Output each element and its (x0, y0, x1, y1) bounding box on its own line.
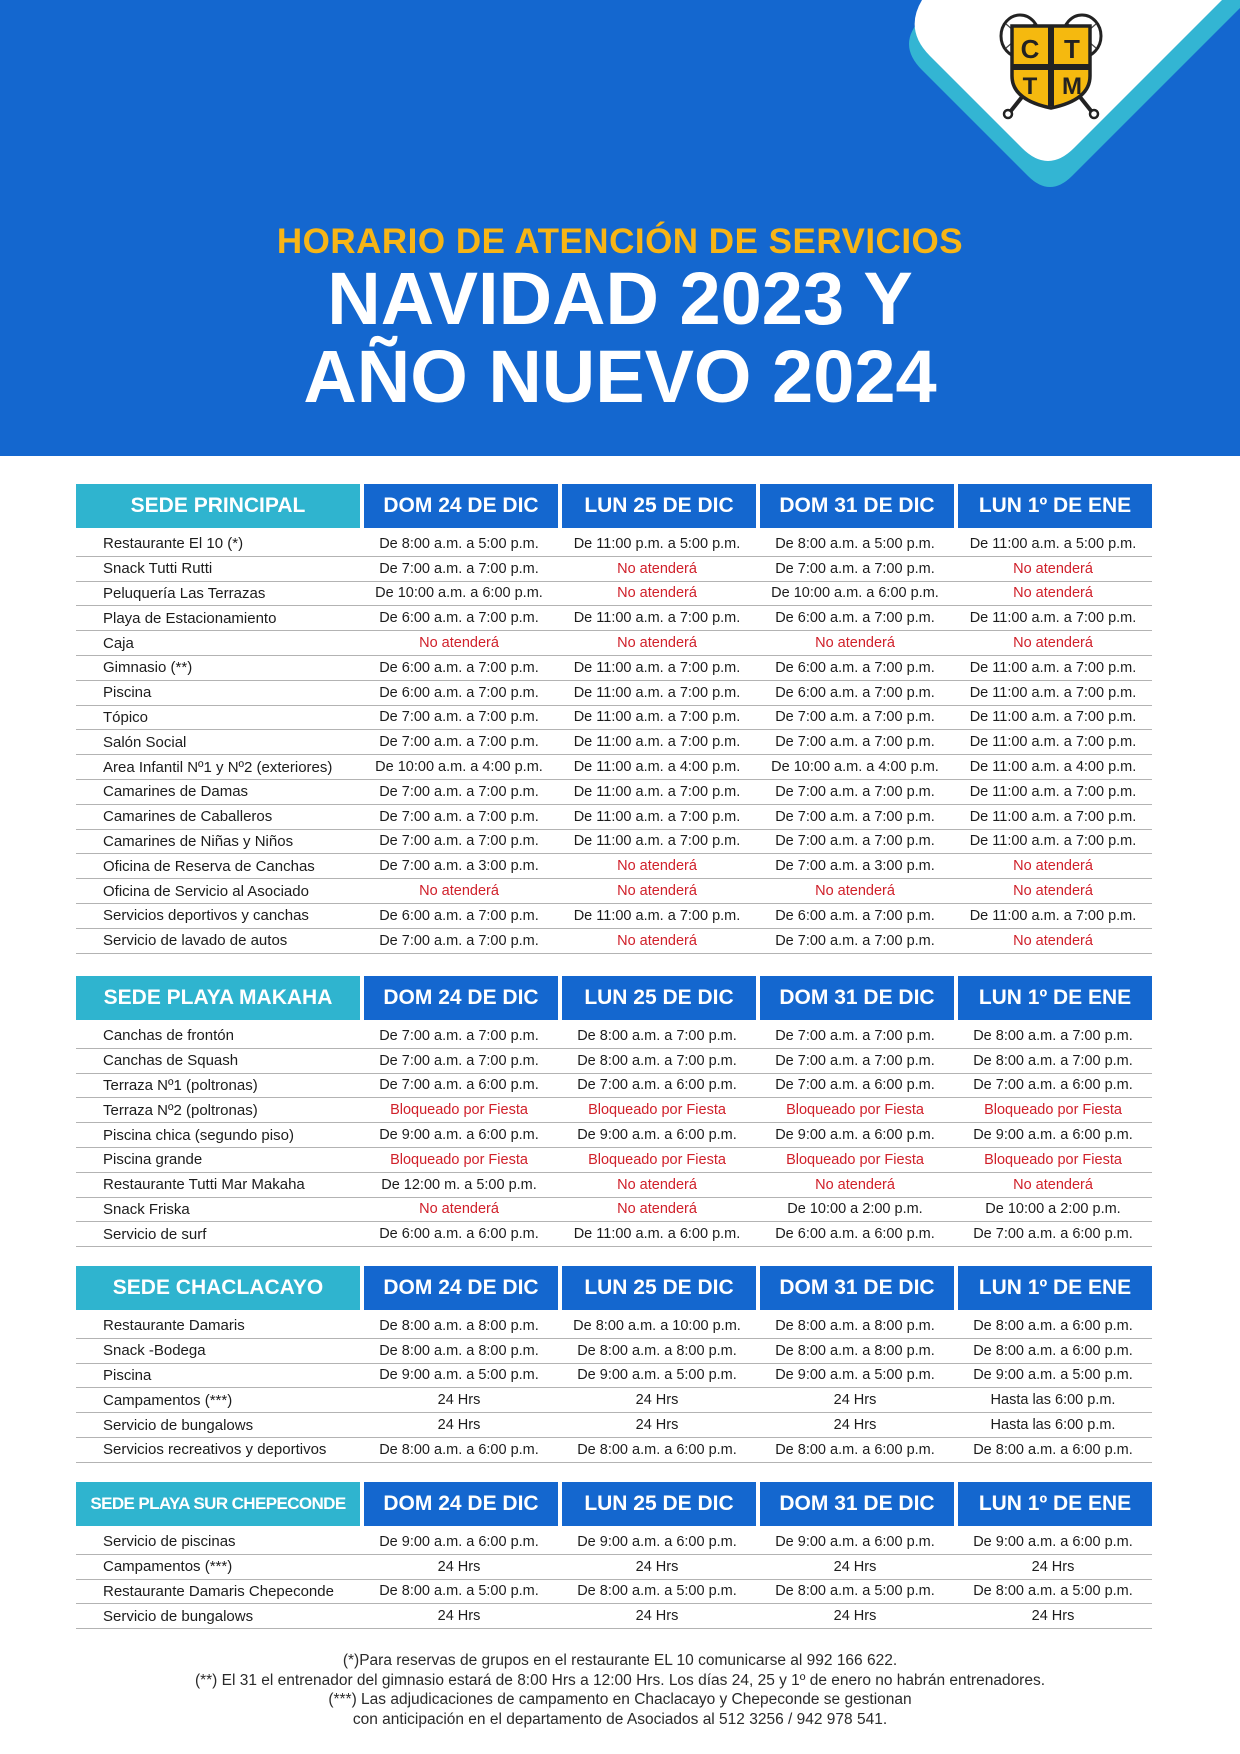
service-name: Piscina (76, 681, 360, 706)
service-hours: De 8:00 a.m. a 5:00 p.m. (954, 1580, 1152, 1605)
service-hours: De 7:00 a.m. a 7:00 p.m. (756, 805, 954, 830)
service-hours: De 11:00 a.m. a 7:00 p.m. (954, 780, 1152, 805)
service-hours: De 12:00 m. a 5:00 p.m. (360, 1173, 558, 1198)
service-hours: De 9:00 a.m. a 6:00 p.m. (360, 1123, 558, 1148)
service-name: Snack -Bodega (76, 1339, 360, 1364)
service-hours: De 8:00 a.m. a 8:00 p.m. (360, 1339, 558, 1364)
table-row (76, 879, 1152, 904)
service-name: Campamentos (***) (76, 1555, 360, 1580)
service-hours: 24 Hrs (558, 1555, 756, 1580)
service-name: Camarines de Damas (76, 780, 360, 805)
footnote: con anticipación en el departamento de Asociados al 512 3256 / 942 978 541. (352, 1710, 888, 1728)
closed-status: No atenderá (954, 557, 1152, 582)
service-hours: De 7:00 a.m. a 7:00 p.m. (360, 1024, 558, 1049)
service-hours: De 8:00 a.m. a 8:00 p.m. (360, 1314, 558, 1339)
service-hours: De 9:00 a.m. a 6:00 p.m. (954, 1123, 1152, 1148)
day-header: DOM 24 DE DIC (360, 484, 558, 532)
service-hours: De 7:00 a.m. a 6:00 p.m. (756, 1074, 954, 1099)
service-hours: De 8:00 a.m. a 7:00 p.m. (558, 1049, 756, 1074)
service-hours: De 11:00 a.m. a 7:00 p.m. (558, 780, 756, 805)
service-name: Terraza Nº2 (poltronas) (76, 1098, 360, 1123)
service-hours: De 11:00 a.m. a 7:00 p.m. (954, 904, 1152, 929)
closed-status: No atenderá (558, 929, 756, 954)
page-title-line-2: AÑO NUEVO 2024 (303, 335, 937, 418)
service-name: Servicio de surf (76, 1222, 360, 1247)
table-row (76, 780, 1152, 805)
service-hours: De 11:00 a.m. a 7:00 p.m. (558, 830, 756, 855)
venue-header: SEDE PLAYA MAKAHA (76, 976, 360, 1024)
footnotes (0, 1651, 1240, 1729)
service-hours: De 9:00 a.m. a 6:00 p.m. (756, 1530, 954, 1555)
service-hours: De 7:00 a.m. a 7:00 p.m. (360, 730, 558, 755)
service-hours: 24 Hrs (360, 1604, 558, 1629)
service-hours: De 8:00 a.m. a 5:00 p.m. (360, 532, 558, 557)
service-hours: De 7:00 a.m. a 7:00 p.m. (756, 929, 954, 954)
service-hours: De 11:00 a.m. a 7:00 p.m. (954, 706, 1152, 731)
closed-status: No atenderá (756, 631, 954, 656)
service-name: Terraza Nº1 (poltronas) (76, 1074, 360, 1099)
service-hours: De 7:00 a.m. a 7:00 p.m. (756, 830, 954, 855)
closed-status: No atenderá (360, 631, 558, 656)
service-hours: De 6:00 a.m. a 7:00 p.m. (360, 904, 558, 929)
service-hours: De 9:00 a.m. a 5:00 p.m. (954, 1364, 1152, 1389)
service-name: Servicios deportivos y canchas (76, 904, 360, 929)
logo-letter-4: M (1062, 73, 1082, 100)
service-hours: 24 Hrs (954, 1604, 1152, 1629)
service-hours: De 6:00 a.m. a 7:00 p.m. (756, 904, 954, 929)
service-hours: De 7:00 a.m. a 7:00 p.m. (360, 780, 558, 805)
venue-header: SEDE PRINCIPAL (76, 484, 360, 532)
service-name: Restaurante Damaris Chepeconde (76, 1580, 360, 1605)
service-name: Caja (76, 631, 360, 656)
service-hours: De 7:00 a.m. a 7:00 p.m. (360, 557, 558, 582)
service-hours: De 11:00 a.m. a 6:00 p.m. (558, 1222, 756, 1247)
table-header-row (76, 1266, 1152, 1314)
table-row (76, 706, 1152, 731)
service-name: Piscina (76, 1364, 360, 1389)
service-hours: De 7:00 a.m. a 7:00 p.m. (756, 730, 954, 755)
table-row (76, 557, 1152, 582)
table-row (76, 1123, 1152, 1148)
service-hours: De 6:00 a.m. a 7:00 p.m. (756, 656, 954, 681)
service-hours: De 10:00 a 2:00 p.m. (954, 1198, 1152, 1223)
day-header: LUN 1º DE ENE (954, 976, 1152, 1024)
service-hours: De 6:00 a.m. a 7:00 p.m. (360, 656, 558, 681)
table-row (76, 1024, 1152, 1049)
closed-status: No atenderá (558, 1198, 756, 1223)
table-row (76, 730, 1152, 755)
service-hours: De 8:00 a.m. a 10:00 p.m. (558, 1314, 756, 1339)
closed-status: No atenderá (360, 879, 558, 904)
service-name: Campamentos (***) (76, 1388, 360, 1413)
service-hours: De 10:00 a.m. a 6:00 p.m. (756, 582, 954, 607)
service-name: Snack Tutti Rutti (76, 557, 360, 582)
service-hours: De 9:00 a.m. a 6:00 p.m. (756, 1123, 954, 1148)
closed-status: Bloqueado por Fiesta (558, 1148, 756, 1173)
table-row (76, 1198, 1152, 1223)
service-hours: De 11:00 a.m. a 7:00 p.m. (558, 706, 756, 731)
closed-status: No atenderá (756, 879, 954, 904)
closed-status: No atenderá (954, 631, 1152, 656)
day-header: LUN 1º DE ENE (954, 1482, 1152, 1530)
page-subtitle: HORARIO DE ATENCIÓN DE SERVICIOS (276, 222, 964, 261)
closed-status: No atenderá (954, 879, 1152, 904)
table-row (76, 1438, 1152, 1463)
service-hours: De 7:00 a.m. a 7:00 p.m. (360, 706, 558, 731)
service-name: Servicio de bungalows (76, 1413, 360, 1438)
service-hours: De 8:00 a.m. a 5:00 p.m. (360, 1580, 558, 1605)
page-title-line-1: NAVIDAD 2023 Y (327, 257, 913, 340)
closed-status: No atenderá (558, 1173, 756, 1198)
service-hours: 24 Hrs (558, 1413, 756, 1438)
service-name: Camarines de Niñas y Niños (76, 830, 360, 855)
service-name: Snack Friska (76, 1198, 360, 1223)
schedule-table (76, 484, 1152, 954)
service-hours: De 8:00 a.m. a 8:00 p.m. (558, 1339, 756, 1364)
table-row (76, 1364, 1152, 1389)
service-name: Salón Social (76, 730, 360, 755)
table-row (76, 1339, 1152, 1364)
service-hours: De 11:00 a.m. a 7:00 p.m. (954, 606, 1152, 631)
service-hours: 24 Hrs (756, 1413, 954, 1438)
service-name: Restaurante Damaris (76, 1314, 360, 1339)
closed-status: No atenderá (954, 582, 1152, 607)
service-name: Canchas de Squash (76, 1049, 360, 1074)
service-hours: De 11:00 a.m. a 7:00 p.m. (558, 730, 756, 755)
service-hours: De 8:00 a.m. a 6:00 p.m. (756, 1438, 954, 1463)
service-hours: De 11:00 a.m. a 7:00 p.m. (954, 681, 1152, 706)
service-hours: De 7:00 a.m. a 7:00 p.m. (360, 830, 558, 855)
table-row (76, 656, 1152, 681)
day-header: DOM 31 DE DIC (756, 1482, 954, 1530)
table-row (76, 1530, 1152, 1555)
service-hours: De 7:00 a.m. a 6:00 p.m. (360, 1074, 558, 1099)
closed-status: Bloqueado por Fiesta (954, 1098, 1152, 1123)
table-header-row (76, 976, 1152, 1024)
service-hours: De 11:00 a.m. a 5:00 p.m. (954, 532, 1152, 557)
service-hours: De 11:00 a.m. a 7:00 p.m. (558, 904, 756, 929)
service-hours: De 10:00 a 2:00 p.m. (756, 1198, 954, 1223)
service-hours: De 8:00 a.m. a 5:00 p.m. (756, 1580, 954, 1605)
service-hours: De 7:00 a.m. a 6:00 p.m. (558, 1074, 756, 1099)
service-name: Servicio de piscinas (76, 1530, 360, 1555)
closed-status: No atenderá (954, 1173, 1152, 1198)
day-header: LUN 1º DE ENE (954, 1266, 1152, 1314)
service-hours: De 7:00 a.m. a 7:00 p.m. (756, 780, 954, 805)
table-row (76, 631, 1152, 656)
day-header: DOM 31 DE DIC (756, 484, 954, 532)
footnote: (**) El 31 el entrenador del gimnasio estará de 8:00 Hrs a 12:00 Hrs. Los días 24, 25 y 1º de enero no habrán entrenadores. (194, 1671, 1046, 1689)
service-name: Oficina de Reserva de Canchas (76, 854, 360, 879)
closed-status: Bloqueado por Fiesta (756, 1148, 954, 1173)
table-row (76, 1580, 1152, 1605)
service-hours: De 11:00 a.m. a 7:00 p.m. (954, 656, 1152, 681)
table-row (76, 830, 1152, 855)
table-row (76, 606, 1152, 631)
service-name: Playa de Estacionamiento (76, 606, 360, 631)
table-row (76, 681, 1152, 706)
closed-status: Bloqueado por Fiesta (558, 1098, 756, 1123)
closed-status: Bloqueado por Fiesta (360, 1098, 558, 1123)
header-banner (0, 0, 1240, 456)
service-hours: De 7:00 a.m. a 7:00 p.m. (360, 1049, 558, 1074)
closed-status: No atenderá (558, 582, 756, 607)
closed-status: No atenderá (558, 557, 756, 582)
day-header: DOM 24 DE DIC (360, 1266, 558, 1314)
closed-status: No atenderá (360, 1198, 558, 1223)
service-hours: 24 Hrs (756, 1555, 954, 1580)
day-header: DOM 31 DE DIC (756, 976, 954, 1024)
service-hours: De 8:00 a.m. a 6:00 p.m. (558, 1438, 756, 1463)
table-row (76, 1222, 1152, 1247)
logo-letter-2: T (1064, 34, 1080, 64)
service-hours: De 8:00 a.m. a 6:00 p.m. (954, 1314, 1152, 1339)
service-hours: De 9:00 a.m. a 5:00 p.m. (756, 1364, 954, 1389)
schedule-table (76, 1482, 1152, 1629)
service-hours: De 7:00 a.m. a 3:00 p.m. (756, 854, 954, 879)
cttm-logo (996, 12, 1106, 122)
service-hours: De 6:00 a.m. a 7:00 p.m. (756, 606, 954, 631)
table-row (76, 854, 1152, 879)
service-hours: 24 Hrs (360, 1388, 558, 1413)
service-hours: De 11:00 a.m. a 7:00 p.m. (954, 730, 1152, 755)
service-name: Canchas de frontón (76, 1024, 360, 1049)
table-row (76, 755, 1152, 780)
service-hours: Hasta las 6:00 p.m. (954, 1413, 1152, 1438)
service-hours: 24 Hrs (756, 1604, 954, 1629)
table-row (76, 904, 1152, 929)
service-hours: De 10:00 a.m. a 4:00 p.m. (360, 755, 558, 780)
service-hours: De 11:00 a.m. a 7:00 p.m. (558, 805, 756, 830)
service-hours: De 10:00 a.m. a 6:00 p.m. (360, 582, 558, 607)
table-row (76, 1049, 1152, 1074)
table-row (76, 1173, 1152, 1198)
closed-status: No atenderá (756, 1173, 954, 1198)
service-hours: De 7:00 a.m. a 7:00 p.m. (360, 805, 558, 830)
day-header: DOM 24 DE DIC (360, 1482, 558, 1530)
service-hours: De 11:00 a.m. a 7:00 p.m. (954, 830, 1152, 855)
table-row (76, 1388, 1152, 1413)
day-header: LUN 25 DE DIC (558, 484, 756, 532)
service-hours: De 10:00 a.m. a 4:00 p.m. (756, 755, 954, 780)
logo-letter-3: T (1022, 73, 1038, 100)
service-hours: De 8:00 a.m. a 8:00 p.m. (756, 1314, 954, 1339)
service-hours: De 9:00 a.m. a 6:00 p.m. (360, 1530, 558, 1555)
table-row (76, 1604, 1152, 1629)
service-hours: 24 Hrs (558, 1604, 756, 1629)
closed-status: No atenderá (558, 854, 756, 879)
service-hours: De 9:00 a.m. a 6:00 p.m. (558, 1123, 756, 1148)
service-hours: De 7:00 a.m. a 7:00 p.m. (756, 1024, 954, 1049)
service-hours: De 7:00 a.m. a 3:00 p.m. (360, 854, 558, 879)
closed-status: No atenderá (558, 631, 756, 656)
service-hours: De 6:00 a.m. a 6:00 p.m. (360, 1222, 558, 1247)
service-hours: De 8:00 a.m. a 7:00 p.m. (954, 1024, 1152, 1049)
venue-header: SEDE CHACLACAYO (76, 1266, 360, 1314)
table-row (76, 1555, 1152, 1580)
service-hours: De 7:00 a.m. a 7:00 p.m. (756, 706, 954, 731)
table-row (76, 1413, 1152, 1438)
service-hours: De 8:00 a.m. a 5:00 p.m. (558, 1580, 756, 1605)
table-row (76, 532, 1152, 557)
service-name: Tópico (76, 706, 360, 731)
service-hours: De 11:00 a.m. a 7:00 p.m. (558, 606, 756, 631)
service-name: Piscina chica (segundo piso) (76, 1123, 360, 1148)
service-hours: De 11:00 a.m. a 7:00 p.m. (558, 656, 756, 681)
closed-status: No atenderá (954, 854, 1152, 879)
service-name: Servicios recreativos y deportivos (76, 1438, 360, 1463)
service-hours: De 9:00 a.m. a 6:00 p.m. (954, 1530, 1152, 1555)
service-hours: Hasta las 6:00 p.m. (954, 1388, 1152, 1413)
service-name: Restaurante El 10 (*) (76, 532, 360, 557)
venue-header: SEDE PLAYA SUR CHEPECONDE (76, 1482, 360, 1530)
service-hours: 24 Hrs (360, 1413, 558, 1438)
closed-status: No atenderá (954, 929, 1152, 954)
service-hours: De 11:00 a.m. a 7:00 p.m. (558, 681, 756, 706)
service-name: Camarines de Caballeros (76, 805, 360, 830)
service-name: Gimnasio (**) (76, 656, 360, 681)
service-hours: De 6:00 a.m. a 7:00 p.m. (756, 681, 954, 706)
service-name: Piscina grande (76, 1148, 360, 1173)
service-hours: De 8:00 a.m. a 6:00 p.m. (954, 1339, 1152, 1364)
service-hours: De 8:00 a.m. a 8:00 p.m. (756, 1339, 954, 1364)
table-header-row (76, 1482, 1152, 1530)
service-hours: De 9:00 a.m. a 6:00 p.m. (558, 1530, 756, 1555)
table-row (76, 1148, 1152, 1173)
closed-status: Bloqueado por Fiesta (756, 1098, 954, 1123)
table-header-row (76, 484, 1152, 532)
table-row (76, 1074, 1152, 1099)
footnote: (*)Para reservas de grupos en el restaurante EL 10 comunicarse al 992 166 622. (342, 1652, 898, 1669)
service-hours: De 7:00 a.m. a 7:00 p.m. (756, 557, 954, 582)
day-header: LUN 1º DE ENE (954, 484, 1152, 532)
table-row (76, 929, 1152, 954)
schedule-table (76, 1266, 1152, 1463)
service-hours: 24 Hrs (360, 1555, 558, 1580)
service-name: Servicio de lavado de autos (76, 929, 360, 954)
day-header: DOM 24 DE DIC (360, 976, 558, 1024)
closed-status: Bloqueado por Fiesta (954, 1148, 1152, 1173)
day-header: DOM 31 DE DIC (756, 1266, 954, 1314)
service-name: Servicio de bungalows (76, 1604, 360, 1629)
service-name: Peluquería Las Terrazas (76, 582, 360, 607)
service-hours: 24 Hrs (954, 1555, 1152, 1580)
table-row (76, 1098, 1152, 1123)
service-hours: De 11:00 a.m. a 4:00 p.m. (954, 755, 1152, 780)
table-row (76, 582, 1152, 607)
service-hours: De 8:00 a.m. a 7:00 p.m. (558, 1024, 756, 1049)
service-hours: De 8:00 a.m. a 5:00 p.m. (756, 532, 954, 557)
service-hours: De 6:00 a.m. a 6:00 p.m. (756, 1222, 954, 1247)
footnote: (***) Las adjudicaciones de campamento en Chaclacayo y Chepeconde se gestionan (328, 1691, 912, 1708)
service-hours: De 9:00 a.m. a 5:00 p.m. (360, 1364, 558, 1389)
table-row (76, 1314, 1152, 1339)
service-hours: De 6:00 a.m. a 7:00 p.m. (360, 681, 558, 706)
service-hours: De 7:00 a.m. a 6:00 p.m. (954, 1074, 1152, 1099)
service-hours: De 8:00 a.m. a 6:00 p.m. (360, 1438, 558, 1463)
day-header: LUN 25 DE DIC (558, 1482, 756, 1530)
service-hours: De 7:00 a.m. a 7:00 p.m. (756, 1049, 954, 1074)
service-hours: De 11:00 p.m. a 5:00 p.m. (558, 532, 756, 557)
schedule-table (76, 976, 1152, 1247)
service-hours: 24 Hrs (756, 1388, 954, 1413)
day-header: LUN 25 DE DIC (558, 1266, 756, 1314)
closed-status: Bloqueado por Fiesta (360, 1148, 558, 1173)
service-hours: De 6:00 a.m. a 7:00 p.m. (360, 606, 558, 631)
service-name: Area Infantil Nº1 y Nº2 (exteriores) (76, 755, 360, 780)
service-hours: De 9:00 a.m. a 5:00 p.m. (558, 1364, 756, 1389)
service-hours: De 11:00 a.m. a 4:00 p.m. (558, 755, 756, 780)
service-hours: De 8:00 a.m. a 6:00 p.m. (954, 1438, 1152, 1463)
service-name: Oficina de Servicio al Asociado (76, 879, 360, 904)
service-name: Restaurante Tutti Mar Makaha (76, 1173, 360, 1198)
service-hours: De 7:00 a.m. a 7:00 p.m. (360, 929, 558, 954)
day-header: LUN 25 DE DIC (558, 976, 756, 1024)
service-hours: De 7:00 a.m. a 6:00 p.m. (954, 1222, 1152, 1247)
closed-status: No atenderá (558, 879, 756, 904)
table-row (76, 805, 1152, 830)
service-hours: De 8:00 a.m. a 7:00 p.m. (954, 1049, 1152, 1074)
logo-letter-1: C (1020, 34, 1040, 64)
service-hours: De 11:00 a.m. a 7:00 p.m. (954, 805, 1152, 830)
service-hours: 24 Hrs (558, 1388, 756, 1413)
